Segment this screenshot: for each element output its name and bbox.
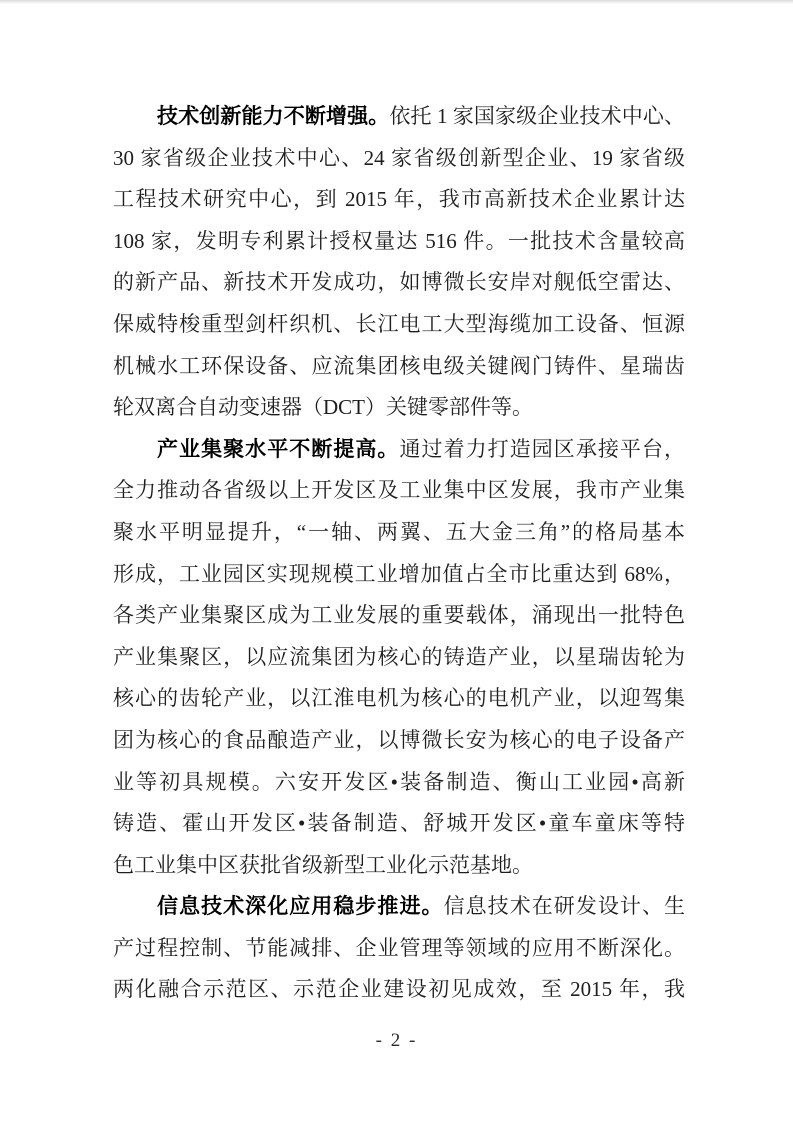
text-line	[113, 429, 685, 471]
text-line	[113, 470, 685, 512]
text-line	[113, 720, 685, 762]
text-run: 108 家，发明专利累计授权量达 516 件。一批技术含量较高	[113, 228, 685, 253]
text-run: 信息技术在研发设计、生	[443, 894, 686, 919]
scan-edge-artifact	[0, 0, 793, 4]
text-run: 铸造、霍山开发区•装备制造、舒城开发区•童车童床等特	[113, 811, 685, 836]
text-line	[113, 886, 685, 928]
text-line	[113, 637, 685, 679]
text-line	[113, 512, 685, 554]
text-line	[113, 554, 685, 596]
text-line	[113, 678, 685, 720]
text-run: 通过着力打造园区承接平台，	[399, 436, 686, 461]
paragraph-lead: 产业集聚水平不断提高。	[157, 437, 400, 461]
text-line	[113, 387, 685, 429]
text-run: 形成，工业园区实现规模工业增加值占全市比重达到 68%，	[113, 561, 685, 586]
document-text	[113, 96, 685, 1011]
paragraph-lead: 技术创新能力不断增强。	[157, 105, 390, 128]
text-run: 全力推动各省级以上开发区及工业集中区发展，我市产业集	[113, 478, 685, 503]
text-run: 两化融合示范区、示范企业建设初见成效，至 2015 年，我	[113, 977, 685, 1002]
text-run: 保威特梭重型剑杆织机、长江电工大型海缆加工设备、恒源	[113, 311, 685, 336]
text-run: 业等初具规模。六安开发区•装备制造、衡山工业园•高新	[113, 769, 685, 794]
text-line	[113, 262, 685, 304]
text-run: 产业集聚区，以应流集团为核心的铸造产业，以星瑞齿轮为	[113, 644, 685, 669]
text-run: 团为核心的食品酿造产业，以博微长安为核心的电子设备产	[113, 727, 685, 752]
page-number: - 2 -	[375, 1030, 418, 1051]
text-line	[113, 179, 685, 221]
text-run: 色工业集中区获批省级新型工业化示范基地。	[113, 852, 533, 877]
text-run: 各类产业集聚区成为工业发展的重要载体，涌现出一批特色	[113, 603, 685, 628]
text-line	[113, 96, 685, 138]
text-line	[113, 762, 685, 804]
text-line	[113, 845, 685, 887]
text-run: 产过程控制、节能减排、企业管理等领域的应用不断深化。	[113, 935, 685, 960]
text-line	[113, 304, 685, 346]
text-run: 的新产品、新技术开发成功，如博微长安岸对舰低空雷达、	[113, 270, 685, 295]
text-line	[113, 595, 685, 637]
text-run: 聚水平明显提升，“一轴、两翼、五大金三角”的格局基本	[113, 519, 685, 544]
text-run: 30 家省级企业技术中心、24 家省级创新型企业、19 家省级	[113, 145, 685, 170]
text-line	[113, 803, 685, 845]
text-run: 依托 1 家国家级企业技术中心、	[389, 104, 686, 128]
text-run: 轮双离合自动变速器（DCT）关键零部件等。	[113, 395, 533, 420]
paragraph-lead: 信息技术深化应用稳步推进。	[157, 895, 444, 919]
text-line	[113, 346, 685, 388]
text-line	[113, 928, 685, 970]
text-line	[113, 138, 685, 180]
text-line	[113, 221, 685, 263]
text-line	[113, 969, 685, 1011]
text-run: 机械水工环保设备、应流集团核电级关键阀门铸件、星瑞齿	[113, 353, 685, 378]
text-run: 工程技术研究中心，到 2015 年，我市高新技术企业累计达	[113, 187, 685, 212]
text-run: 核心的齿轮产业，以江淮电机为核心的电机产业，以迎驾集	[113, 686, 685, 711]
